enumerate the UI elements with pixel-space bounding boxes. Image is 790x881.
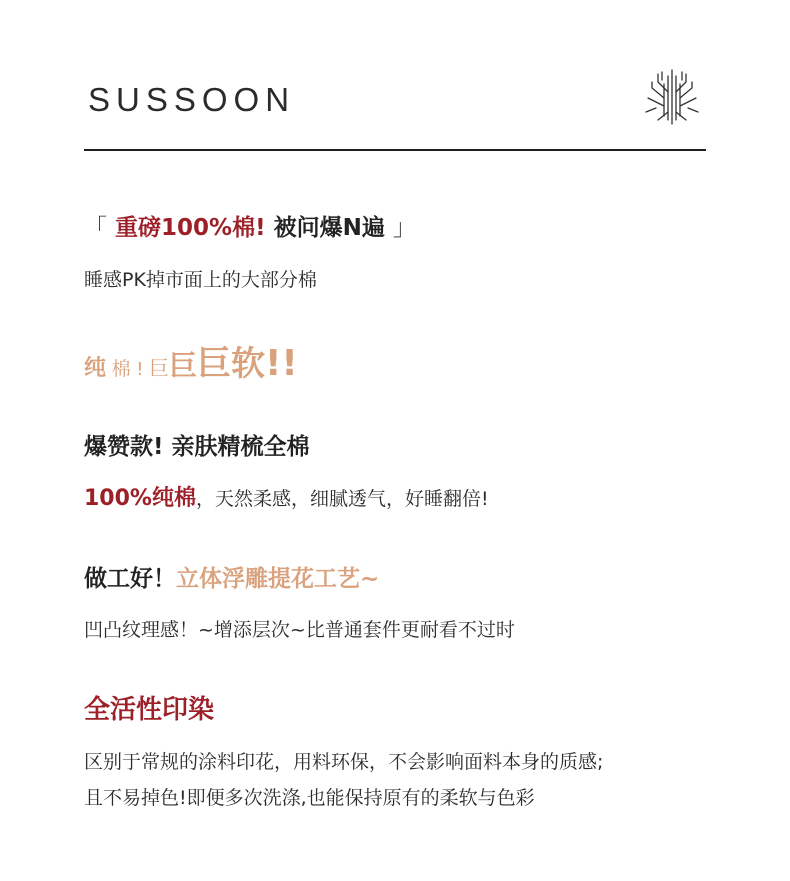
section4-title: 全活性印染: [84, 695, 215, 725]
section2-title: 爆赞款! 亲肤精梳全棉: [84, 434, 310, 460]
section2-highlight: 100%纯棉: [84, 486, 196, 511]
close-bracket: 」: [392, 215, 416, 241]
open-bracket: 「: [84, 215, 107, 241]
section3-title-dark: 做工好！: [84, 566, 176, 592]
soft-part-5: 巨: [168, 349, 197, 382]
section3-title-gold: 立体浮雕提花工艺~: [176, 566, 380, 592]
soft-part-2: 棉: [111, 358, 131, 380]
brand-name: SUSSOON: [88, 81, 296, 118]
soft-part-7: !!: [265, 343, 298, 384]
section2-subtitle-rest: ，天然柔感，细腻透气，好睡翻倍!: [195, 488, 489, 510]
section2-subtitle: [84, 484, 489, 514]
section1-highlight: 重磅100%棉!: [115, 215, 266, 241]
section4-line-2: 且不易掉色!即便多次洗涤,也能保持原有的柔软与色彩: [84, 787, 535, 809]
soft-part-1: 纯: [84, 356, 107, 381]
soft-part-6: 巨软: [197, 344, 265, 384]
section1-title: [84, 210, 416, 246]
section3-title: [84, 562, 379, 596]
section1-title-rest: 被问爆N遍: [273, 215, 385, 241]
soft-part-3: !: [136, 359, 144, 380]
section1-subtitle: 睡感PK掉市面上的大部分棉: [84, 269, 317, 291]
section4-line-1: 区别于常规的涂料印花，用料环保，不会影响面料本身的质感;: [84, 751, 604, 773]
tree-icon: [638, 62, 706, 132]
section3-subtitle: 凹凸纹理感！~增添层次~比普通套件更耐看不过时: [84, 619, 515, 641]
soft-slogan: [84, 340, 298, 394]
header-divider: [84, 149, 706, 151]
soft-part-4: 巨: [148, 356, 169, 380]
